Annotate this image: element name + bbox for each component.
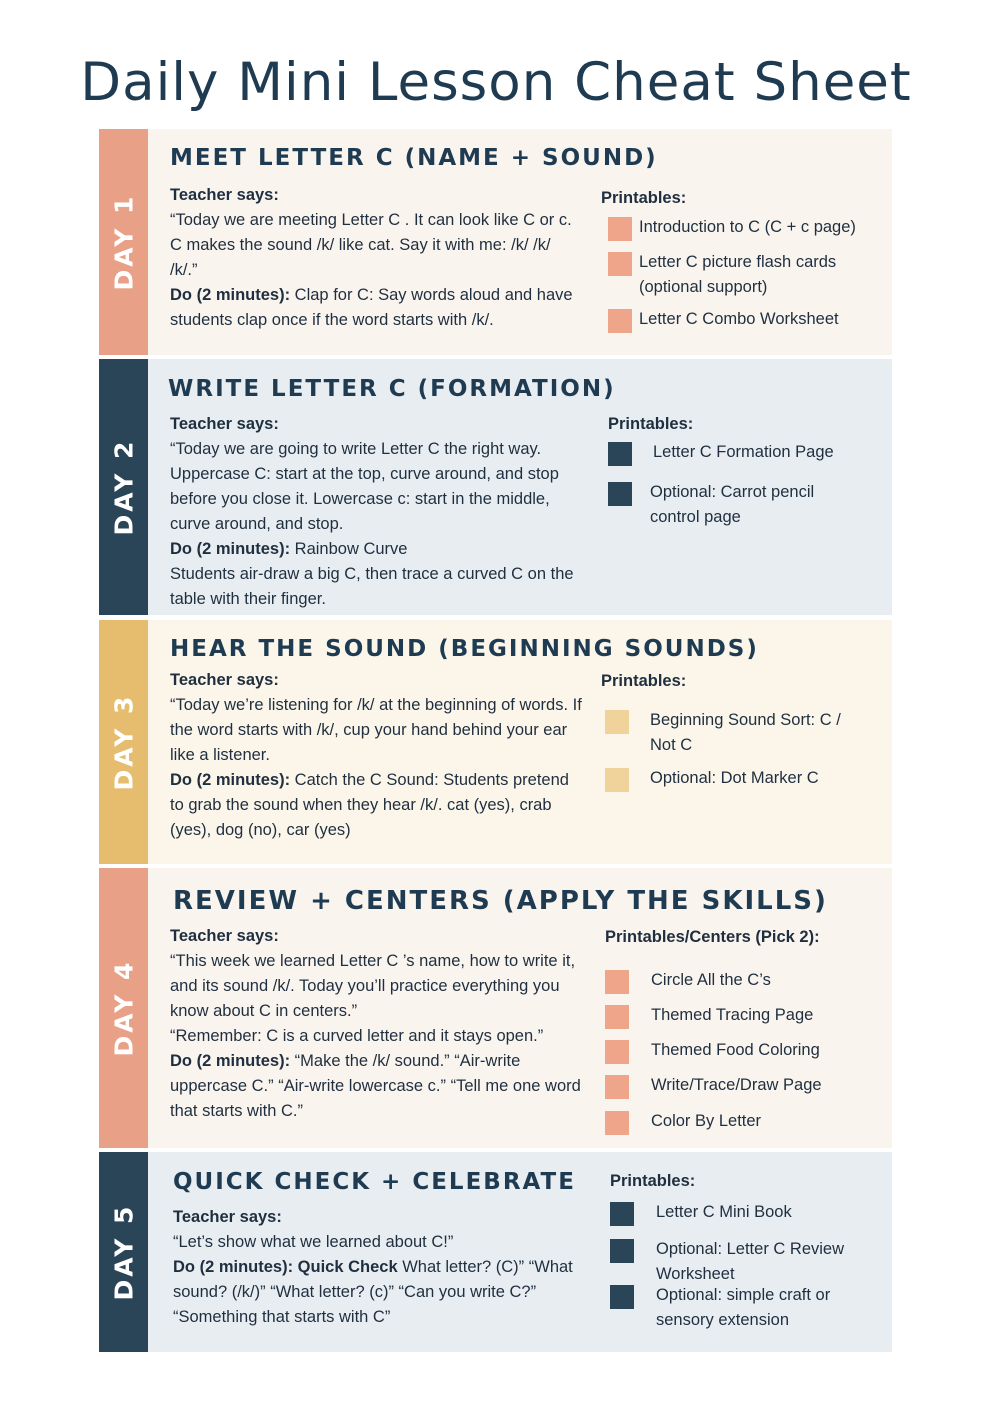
- teacher-says-extra: “Remember: C is a curved letter and it stays open.”: [170, 1027, 544, 1045]
- teacher-says-label: Teacher says:: [170, 927, 279, 945]
- day-4-panel: [148, 868, 892, 1148]
- day-5-label: DAY 5: [109, 1203, 138, 1301]
- day-4-tab: [99, 868, 148, 1148]
- do-label: Do (2 minutes):: [173, 1258, 294, 1276]
- square-icon: [605, 710, 629, 734]
- square-icon: [608, 217, 632, 241]
- day-2-heading: WRITE LETTER C (FORMATION): [168, 376, 616, 402]
- day-5-panel: [148, 1152, 892, 1352]
- square-icon: [605, 970, 629, 994]
- square-icon: [605, 1005, 629, 1029]
- day-2-body: [170, 412, 582, 612]
- day-1-body: [170, 183, 582, 333]
- do-label: Do (2 minutes):: [170, 286, 291, 304]
- printable-label: Themed Food Coloring: [651, 1041, 820, 1059]
- do-instruction: [173, 1255, 585, 1330]
- day-5-heading: QUICK CHECK + CELEBRATE: [173, 1169, 576, 1195]
- quick-check-label: Quick Check: [293, 1258, 398, 1276]
- printable-label: Letter C picture flash cards (optional support): [639, 253, 837, 296]
- day-3-body: [170, 668, 582, 843]
- do-text: Rainbow Curve: [290, 540, 408, 558]
- do-text: Catch the C Sound: Students pretend to grab the sound when they hear /k/. cat (yes), crab (yes), dog (no), car (yes): [170, 771, 569, 839]
- day-4-label: DAY 4: [109, 959, 138, 1057]
- teacher-says-text: “Today we are meeting Letter C . It can look like C or c. C makes the sound /k/ like cat. Say it with me: /k/ /k/ /k/.”: [170, 211, 572, 279]
- printable-label: Beginning Sound Sort: C / Not C: [650, 711, 841, 754]
- square-icon: [608, 252, 632, 276]
- printable-label: Optional: Dot Marker C: [650, 769, 819, 787]
- square-icon: [610, 1239, 634, 1263]
- day-5-body: [173, 1205, 585, 1330]
- printables-label: Printables:: [601, 672, 687, 690]
- day-3-label: DAY 3: [109, 693, 138, 791]
- printable-label: Introduction to C (C + c page): [639, 218, 856, 236]
- day-2-tab: [99, 359, 148, 615]
- printable-label: Letter C Formation Page: [653, 443, 834, 461]
- day-1-heading: MEET LETTER C (NAME + SOUND): [170, 145, 658, 171]
- printable-label: Themed Tracing Page: [651, 1006, 814, 1024]
- square-icon: [605, 1040, 629, 1064]
- square-icon: [608, 309, 632, 333]
- day-2-panel: [148, 359, 892, 615]
- day-3-panel: [148, 620, 892, 864]
- page-title: Daily Mini Lesson Cheat Sheet: [80, 52, 912, 113]
- day-4-body: [170, 924, 582, 1124]
- day-4-section: [99, 868, 892, 1148]
- printable-label: Circle All the C’s: [651, 971, 771, 989]
- teacher-says-label: Teacher says:: [170, 186, 279, 204]
- printables-label: Printables/Centers (Pick 2):: [605, 928, 820, 946]
- printable-label: Optional: Letter C Review Worksheet: [656, 1240, 845, 1283]
- do-text: “Make the /k/ sound.” “Air-write uppercase C.” “Air-write lowercase c.” “Tell me one word that starts with C.”: [170, 1052, 581, 1120]
- day-1-label: DAY 1: [109, 193, 138, 291]
- printable-label: Optional: simple craft or sensory extension: [656, 1286, 831, 1329]
- teacher-says-label: Teacher says:: [170, 671, 279, 689]
- printable-label: Optional: Carrot pencil control page: [650, 483, 815, 526]
- day-3-section: [99, 620, 892, 864]
- day-3-heading: HEAR THE SOUND (BEGINNING SOUNDS): [170, 636, 759, 662]
- day-3-tab: [99, 620, 148, 864]
- do-instruction: [170, 1049, 582, 1124]
- teacher-says-text: “Let’s show what we learned about C!”: [173, 1233, 454, 1251]
- square-icon: [610, 1202, 634, 1226]
- teacher-says-text: “Today we’re listening for /k/ at the beginning of words. If the word starts with /k/, cup your hand behind your ear like a listener.: [170, 696, 582, 764]
- printables-label: Printables:: [608, 415, 694, 433]
- do-instruction: [170, 283, 582, 333]
- do-extra-text: Students air-draw a big C, then trace a curved C on the table with their finger.: [170, 565, 574, 608]
- day-1-panel: [148, 129, 892, 355]
- day-5-section: [99, 1152, 892, 1352]
- do-instruction: [170, 537, 582, 562]
- printable-label: Write/Trace/Draw Page: [651, 1076, 822, 1094]
- square-icon: [608, 442, 632, 466]
- square-icon: [608, 482, 632, 506]
- day-5-tab: [99, 1152, 148, 1352]
- printable-label: Color By Letter: [651, 1112, 762, 1130]
- do-text: What letter? (C)” “What sound? (/k/)” “What letter? (c)” “Can you write C?” “Something that starts with C”: [173, 1258, 573, 1326]
- square-icon: [605, 1111, 629, 1135]
- do-label: Do (2 minutes):: [170, 771, 291, 789]
- do-instruction: [170, 768, 582, 843]
- printables-label: Printables:: [610, 1172, 696, 1190]
- printable-label: Letter C Combo Worksheet: [639, 310, 839, 328]
- day-1-section: [99, 129, 892, 355]
- do-label: Do (2 minutes):: [170, 540, 291, 558]
- do-label: Do (2 minutes):: [170, 1052, 291, 1070]
- day-2-label: DAY 2: [109, 438, 138, 536]
- teacher-says-label: Teacher says:: [170, 415, 279, 433]
- square-icon: [610, 1285, 634, 1309]
- day-1-tab: [99, 129, 148, 355]
- square-icon: [605, 1075, 629, 1099]
- do-text: Clap for C: Say words aloud and have students clap once if the word starts with /k/.: [170, 286, 573, 329]
- teacher-says-label: Teacher says:: [173, 1208, 282, 1226]
- square-icon: [605, 768, 629, 792]
- printables-label: Printables:: [601, 189, 687, 207]
- day-2-section: [99, 359, 892, 615]
- teacher-says-text: “This week we learned Letter C ’s name, how to write it, and its sound /k/. Today you’ll practice everything you know about C in centers.”: [170, 952, 576, 1020]
- day-4-heading: REVIEW + CENTERS (APPLY THE SKILLS): [173, 886, 828, 916]
- printable-label: Letter C Mini Book: [656, 1203, 792, 1221]
- teacher-says-text: “Today we are going to write Letter C the right way. Uppercase C: start at the top, curve around, and stop before you close it. Lowercase c: start in the middle, curve around, and stop.: [170, 440, 559, 533]
